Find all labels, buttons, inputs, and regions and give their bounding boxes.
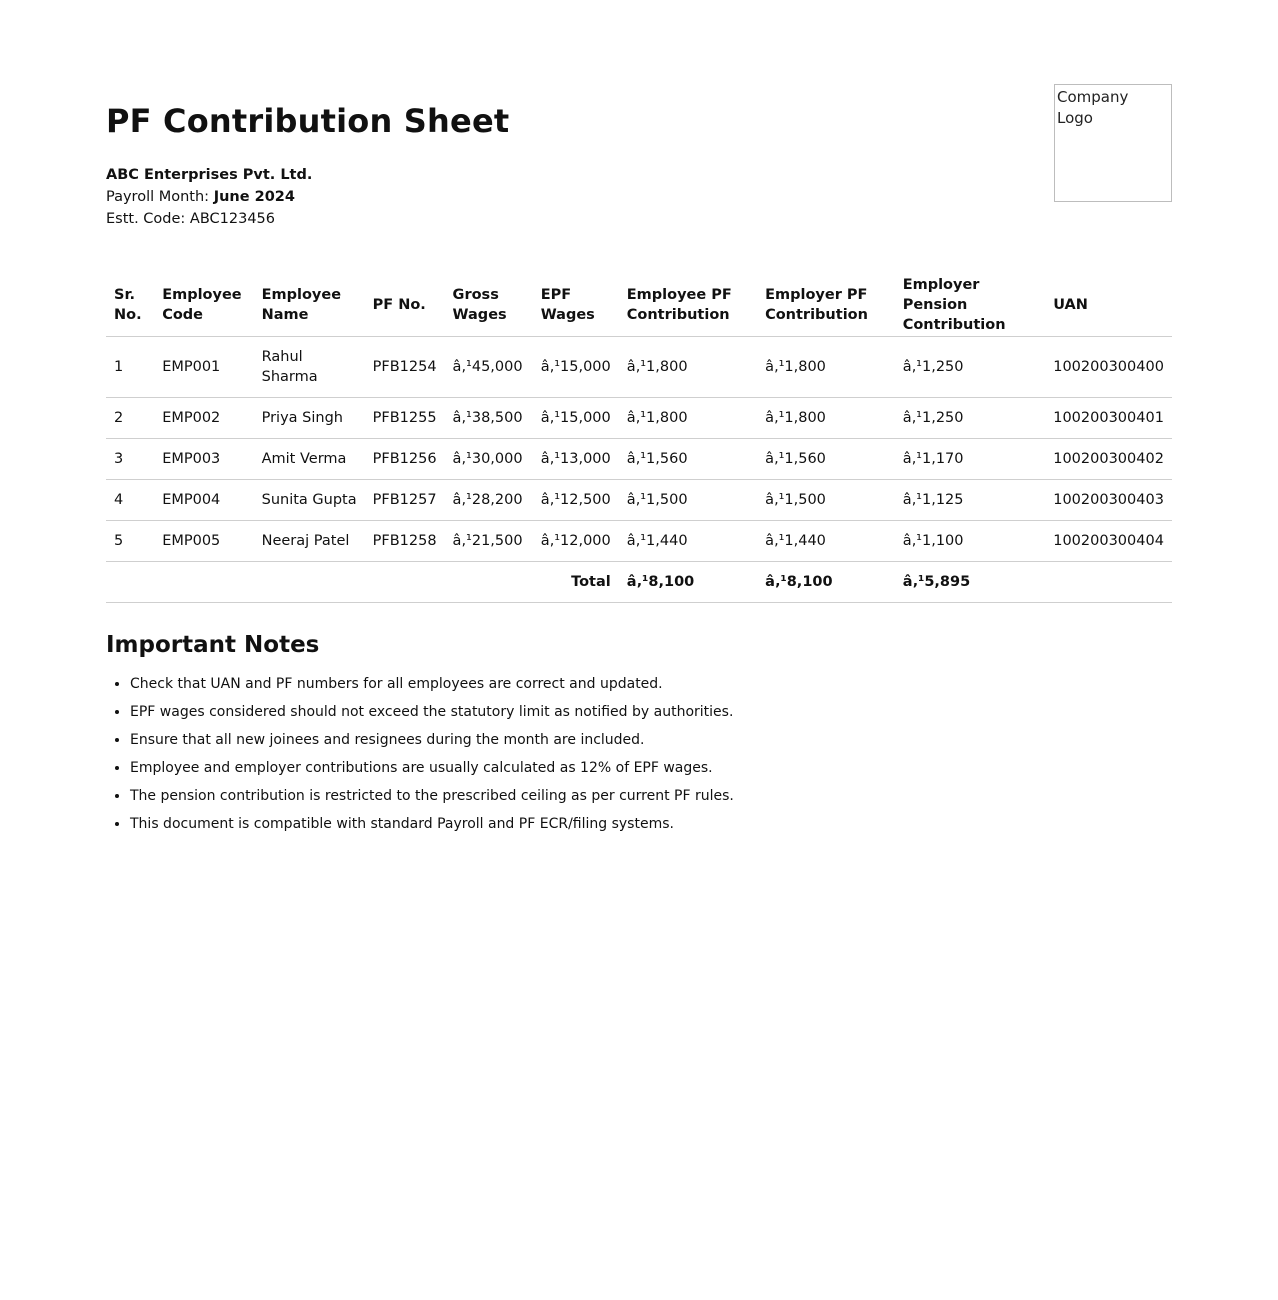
cell-pf-no: PFB1258 — [365, 521, 445, 562]
important-notes-section — [106, 632, 1172, 842]
cell-employer-pf: â‚¹1,500 — [757, 480, 895, 521]
pf-contribution-table — [106, 274, 1172, 603]
cell-employee-name: Amit Verma — [254, 439, 365, 480]
cell-employee-name: Sunita Gupta — [254, 480, 365, 521]
column-header: PF No. — [365, 274, 445, 337]
cell-employer-pension: â‚¹1,250 — [895, 398, 1046, 439]
table-row — [106, 480, 1172, 521]
column-header: Sr. No. — [106, 274, 154, 337]
note-item: • The pension contribution is restricted to the prescribed ceiling as per current PF rules. — [130, 786, 1172, 806]
cell-epf-wages: â‚¹15,000 — [533, 398, 619, 439]
column-header: Employee Name — [254, 274, 365, 337]
cell-sr-no: 4 — [106, 480, 154, 521]
cell-uan: 100200300401 — [1045, 398, 1172, 439]
note-item: • Check that UAN and PF numbers for all employees are correct and updated. — [130, 674, 1172, 694]
column-header: Employer Pension Contribution — [895, 274, 1046, 337]
company-name: ABC Enterprises Pvt. Ltd. — [106, 167, 313, 183]
cell-epf-wages: â‚¹15,000 — [533, 337, 619, 398]
cell-employee-pf: â‚¹1,500 — [619, 480, 757, 521]
cell-sr-no: 3 — [106, 439, 154, 480]
cell-employee-pf: â‚¹1,800 — [619, 398, 757, 439]
cell-employee-name: Neeraj Patel — [254, 521, 365, 562]
total-employer-pf: â‚¹8,100 — [757, 562, 895, 603]
payroll-month-value: June 2024 — [213, 189, 295, 205]
column-header: UAN — [1045, 274, 1172, 337]
cell-employer-pf: â‚¹1,800 — [757, 337, 895, 398]
cell-gross-wages: â‚¹28,200 — [445, 480, 533, 521]
table-header-row — [106, 274, 1172, 337]
estt-code: Estt. Code: ABC123456 — [106, 211, 276, 227]
cell-gross-wages: â‚¹38,500 — [445, 398, 533, 439]
total-employee-pf: â‚¹8,100 — [619, 562, 757, 603]
cell-employee-code: EMP004 — [154, 480, 253, 521]
note-item: • This document is compatible with standard Payroll and PF ECR/filing systems. — [130, 814, 1172, 834]
cell-employee-pf: â‚¹1,440 — [619, 521, 757, 562]
cell-gross-wages: â‚¹30,000 — [445, 439, 533, 480]
cell-sr-no: 1 — [106, 337, 154, 398]
cell-epf-wages: â‚¹12,000 — [533, 521, 619, 562]
cell-employee-name: Priya Singh — [254, 398, 365, 439]
notes-list — [106, 674, 1172, 834]
cell-employee-pf: â‚¹1,800 — [619, 337, 757, 398]
total-label: Total — [106, 562, 619, 603]
document-page — [106, 84, 1172, 832]
cell-pf-no: PFB1257 — [365, 480, 445, 521]
table-row — [106, 439, 1172, 480]
payroll-month-label: Payroll Month: — [106, 189, 210, 205]
cell-employer-pf: â‚¹1,560 — [757, 439, 895, 480]
total-employer-pension: â‚¹5,895 — [895, 562, 1046, 603]
table-row — [106, 337, 1172, 398]
table-row — [106, 521, 1172, 562]
total-empty-cell — [1045, 562, 1172, 603]
page-title: PF Contribution Sheet — [106, 102, 510, 140]
payroll-month-line — [106, 186, 312, 208]
cell-sr-no: 5 — [106, 521, 154, 562]
cell-employee-code: EMP001 — [154, 337, 253, 398]
column-header: Employee PF Contribution — [619, 274, 757, 337]
cell-employer-pf: â‚¹1,440 — [757, 521, 895, 562]
cell-employee-code: EMP002 — [154, 398, 253, 439]
cell-gross-wages: â‚¹45,000 — [445, 337, 533, 398]
column-header: Employer PF Contribution — [757, 274, 895, 337]
company-meta — [106, 164, 312, 230]
cell-epf-wages: â‚¹13,000 — [533, 439, 619, 480]
cell-employee-name: Rahul Sharma — [254, 337, 365, 398]
cell-employee-pf: â‚¹1,560 — [619, 439, 757, 480]
logo-alt-text: Company Logo — [1057, 88, 1129, 127]
note-item: • EPF wages considered should not exceed the statutory limit as notified by authorities. — [130, 702, 1172, 722]
cell-uan: 100200300402 — [1045, 439, 1172, 480]
cell-employer-pension: â‚¹1,125 — [895, 480, 1046, 521]
cell-employer-pension: â‚¹1,250 — [895, 337, 1046, 398]
table-row — [106, 398, 1172, 439]
cell-employee-code: EMP003 — [154, 439, 253, 480]
column-header: Employee Code — [154, 274, 253, 337]
cell-pf-no: PFB1255 — [365, 398, 445, 439]
total-row — [106, 562, 1172, 603]
notes-heading: Important Notes — [106, 632, 320, 658]
cell-uan: 100200300404 — [1045, 521, 1172, 562]
note-item: • Employee and employer contributions are usually calculated as 12% of EPF wages. — [130, 758, 1172, 778]
cell-employee-code: EMP005 — [154, 521, 253, 562]
cell-uan: 100200300403 — [1045, 480, 1172, 521]
cell-pf-no: PFB1254 — [365, 337, 445, 398]
cell-uan: 100200300400 — [1045, 337, 1172, 398]
cell-pf-no: PFB1256 — [365, 439, 445, 480]
cell-gross-wages: â‚¹21,500 — [445, 521, 533, 562]
cell-sr-no: 2 — [106, 398, 154, 439]
note-item: • Ensure that all new joinees and resignees during the month are included. — [130, 730, 1172, 750]
cell-employer-pension: â‚¹1,100 — [895, 521, 1046, 562]
column-header: EPF Wages — [533, 274, 619, 337]
cell-epf-wages: â‚¹12,500 — [533, 480, 619, 521]
cell-employer-pf: â‚¹1,800 — [757, 398, 895, 439]
company-logo-image — [1054, 84, 1172, 202]
cell-employer-pension: â‚¹1,170 — [895, 439, 1046, 480]
column-header: Gross Wages — [445, 274, 533, 337]
document-header — [106, 84, 1172, 254]
